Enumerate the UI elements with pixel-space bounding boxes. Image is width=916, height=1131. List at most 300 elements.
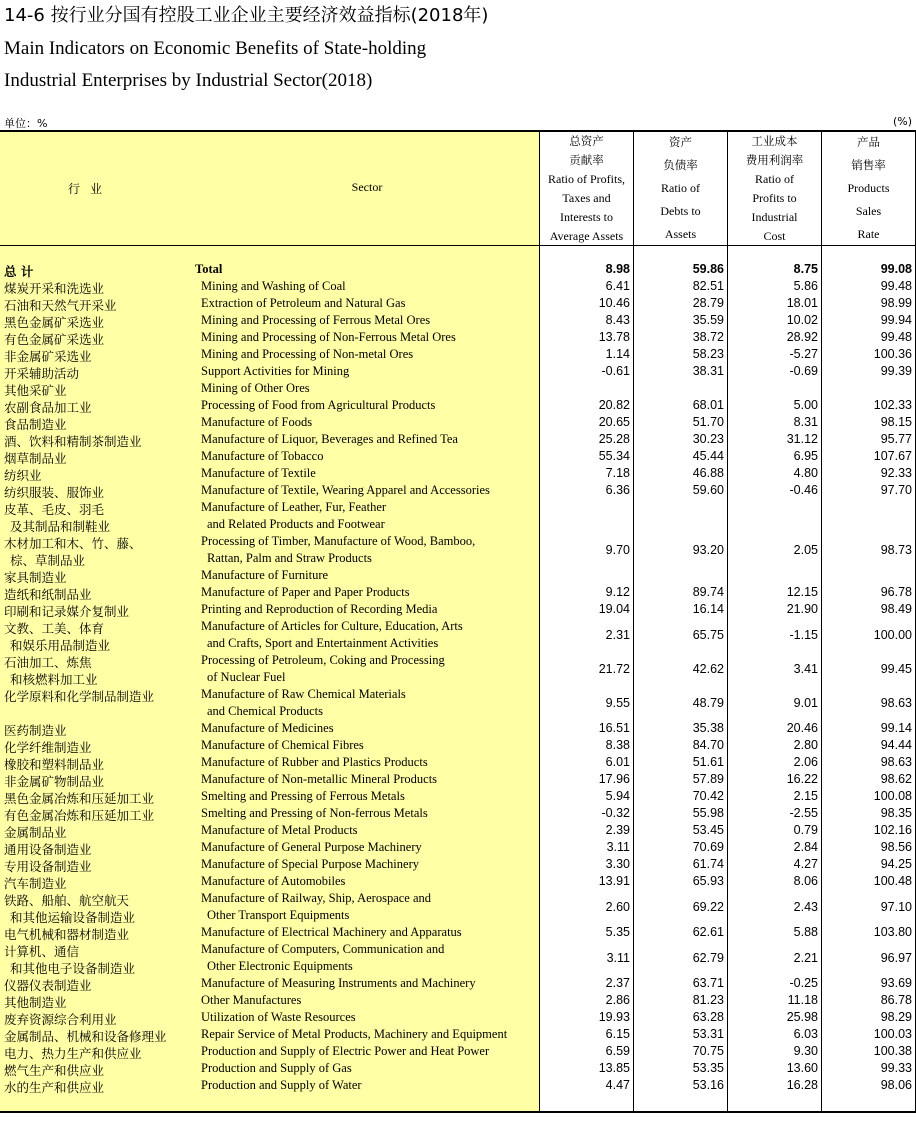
industry-cn: 通用设备制造业: [4, 842, 92, 857]
value-cell: 4.27: [793, 857, 818, 871]
header-line: 产品: [857, 135, 880, 150]
value-cell: 5.00: [793, 398, 818, 412]
sector-en: Mining and Washing of Coal: [201, 279, 346, 293]
value-cell: 19.04: [598, 602, 630, 616]
value-cell: 10.02: [786, 313, 818, 327]
value-cell: 35.38: [692, 721, 724, 735]
sector-en: Manufacture of Tobacco: [201, 449, 324, 463]
value-cell: 3.11: [606, 950, 630, 965]
table-row: [0, 653, 916, 687]
header-line: 资产: [669, 135, 692, 150]
table-row: [0, 840, 916, 857]
sector-en: Production and Supply of Electric Power and Heat Power: [201, 1044, 490, 1058]
header-sector: Sector: [351, 180, 383, 194]
value-cell: 62.79: [692, 950, 724, 965]
industry-cn: 和核燃料加工业: [10, 672, 98, 687]
industry-cn: 燃气生产和供应业: [4, 1063, 105, 1078]
industry-cn: 酒、饮料和精制茶制造业: [4, 434, 142, 449]
table-row: [0, 330, 916, 347]
value-cell: 3.41: [793, 661, 818, 676]
value-cell: 96.78: [880, 585, 912, 599]
table-row: [0, 313, 916, 330]
table-row: [0, 755, 916, 772]
value-cell: 20.82: [598, 398, 630, 412]
value-cell: 99.39: [880, 364, 912, 378]
sector-en: and Related Products and Footwear: [207, 517, 385, 531]
table-row: [0, 415, 916, 432]
value-cell: 28.79: [692, 296, 724, 310]
value-cell: 68.01: [692, 398, 724, 412]
header-line: Ratio of Profits,: [548, 171, 625, 186]
value-cell: 6.03: [793, 1027, 818, 1041]
industry-cn: 黑色金属矿采选业: [4, 315, 105, 330]
value-cell: 5.86: [793, 279, 818, 293]
value-cell: 94.44: [880, 738, 912, 752]
value-cell: 4.47: [605, 1078, 630, 1092]
value-cell: 98.73: [880, 542, 912, 557]
value-cell: 107.67: [873, 449, 912, 463]
industry-cn: 金属制品业: [4, 825, 67, 840]
sector-en: Support Activities for Mining: [201, 364, 350, 378]
industry-cn: 家具制造业: [4, 570, 67, 585]
value-cell: 98.62: [880, 772, 912, 786]
industry-cn: 铁路、船舶、航空航天: [4, 893, 130, 908]
table-row: [0, 993, 916, 1010]
value-cell: 51.61: [692, 755, 724, 769]
sector-en: Manufacture of Furniture: [201, 568, 329, 582]
table-row: [0, 534, 916, 568]
sector-en: Utilization of Waste Resources: [201, 1010, 356, 1024]
value-cell: 2.06: [793, 755, 818, 769]
industry-cn: 计算机、通信: [4, 944, 80, 959]
table-row: [0, 789, 916, 806]
value-cell: 11.18: [787, 993, 818, 1007]
value-cell: 70.75: [692, 1044, 724, 1058]
unit-label-right: (%): [892, 115, 912, 128]
value-cell: 6.01: [605, 755, 630, 769]
value-cell: 98.63: [880, 695, 912, 710]
sector-en: Manufacture of Metal Products: [201, 823, 358, 837]
sector-en: Manufacture of Automobiles: [201, 874, 346, 888]
value-cell: 89.74: [692, 585, 724, 599]
value-cell: 99.08: [880, 262, 912, 276]
header-line: 总资产: [569, 133, 604, 148]
industry-cn: 印刷和记录媒介复制业: [4, 604, 130, 619]
value-cell: 13.60: [786, 1061, 818, 1075]
value-cell: 2.15: [793, 789, 818, 803]
sector-en: Manufacture of Articles for Culture, Education, Arts: [201, 619, 463, 633]
value-cell: -0.46: [789, 483, 818, 497]
table-row: [0, 772, 916, 789]
value-cell: 98.63: [880, 755, 912, 769]
value-cell: 99.48: [880, 279, 912, 293]
sector-en: Manufacture of General Purpose Machinery: [201, 840, 422, 854]
industry-cn: 纺织业: [4, 468, 42, 483]
table-row: [0, 381, 916, 398]
value-cell: 6.15: [605, 1027, 630, 1041]
value-cell: 100.00: [873, 627, 912, 642]
table-row: [0, 602, 916, 619]
header-line: 销售率: [851, 158, 886, 173]
value-cell: 2.05: [793, 542, 818, 557]
header-line: Taxes and: [562, 190, 611, 205]
industry-cn: 皮革、毛皮、羽毛: [4, 502, 105, 517]
value-cell: 9.30: [793, 1044, 818, 1058]
value-cell: 2.21: [793, 950, 818, 965]
sector-en: Processing of Petroleum, Coking and Processing: [201, 653, 445, 667]
sector-en: Mining of Other Ores: [201, 381, 310, 395]
value-cell: 6.41: [605, 279, 630, 293]
sector-en: Processing of Food from Agricultural Products: [201, 398, 436, 412]
sector-en: Smelting and Pressing of Ferrous Metals: [201, 789, 405, 803]
value-cell: 58.23: [692, 347, 724, 361]
industry-cn: 废弃资源综合利用业: [4, 1012, 117, 1027]
value-cell: 3.11: [606, 840, 630, 854]
value-cell: 70.69: [692, 840, 724, 854]
industry-cn: 石油和天然气开采业: [4, 298, 117, 313]
value-cell: 100.08: [873, 789, 912, 803]
value-cell: 86.78: [880, 993, 912, 1007]
value-cell: 2.31: [605, 627, 630, 642]
industry-cn: 和其他运输设备制造业: [10, 910, 136, 925]
value-cell: 8.98: [605, 262, 630, 276]
industry-cn: 石油加工、炼焦: [4, 655, 92, 670]
value-cell: -2.55: [789, 806, 818, 820]
value-cell: 21.90: [786, 602, 818, 616]
value-cell: 31.12: [786, 432, 818, 446]
value-cell: 100.03: [873, 1027, 912, 1041]
industry-cn: 医药制造业: [4, 723, 67, 738]
header-bottom-rule: [0, 245, 916, 246]
table-row: [0, 1044, 916, 1061]
value-cell: 8.31: [793, 415, 818, 429]
value-cell: 35.59: [692, 313, 724, 327]
value-cell: 98.29: [880, 1010, 912, 1024]
industry-cn: 化学原料和化学制品制造业: [4, 689, 155, 704]
value-cell: 28.92: [786, 330, 818, 344]
table-row: [0, 279, 916, 296]
value-cell: 4.80: [793, 466, 818, 480]
value-cell: 99.33: [880, 1061, 912, 1075]
value-cell: 0.79: [793, 823, 818, 837]
sector-en: Manufacture of Leather, Fur, Feather: [201, 500, 387, 514]
industry-cn: 电气机械和器材制造业: [4, 927, 130, 942]
sector-en: Rattan, Palm and Straw Products: [207, 551, 372, 565]
table-row: [0, 500, 916, 534]
sector-en: Mining and Processing of Ferrous Metal Ores: [201, 313, 431, 327]
sector-en: and Chemical Products: [207, 704, 323, 718]
value-cell: 42.62: [692, 661, 724, 676]
table-row: [0, 721, 916, 738]
value-cell: 2.39: [605, 823, 630, 837]
value-cell: 59.60: [692, 483, 724, 497]
table-row: [0, 687, 916, 721]
value-cell: 13.78: [598, 330, 630, 344]
sector-en: Extraction of Petroleum and Natural Gas: [201, 296, 406, 310]
value-cell: 8.43: [605, 313, 630, 327]
table-row: [0, 483, 916, 500]
header-line: 负债率: [663, 158, 698, 173]
value-cell: 53.45: [692, 823, 724, 837]
value-cell: 82.51: [692, 279, 724, 293]
value-cell: 2.60: [605, 899, 630, 914]
value-cell: 6.95: [793, 449, 818, 463]
value-cell: 70.42: [692, 789, 724, 803]
sector-en: Smelting and Pressing of Non-ferrous Metals: [201, 806, 428, 820]
value-cell: 9.01: [793, 695, 818, 710]
sector-en: Manufacture of Foods: [201, 415, 313, 429]
header-line: Profits to: [752, 190, 797, 205]
value-cell: 69.22: [692, 899, 724, 914]
value-cell: 53.16: [692, 1078, 724, 1092]
header-line: Debts to: [660, 203, 701, 218]
industry-cn: 煤炭开采和洗选业: [4, 281, 105, 296]
value-cell: 102.16: [873, 823, 912, 837]
value-cell: 48.79: [692, 695, 724, 710]
value-cell: 59.86: [692, 262, 724, 276]
value-cell: 38.72: [692, 330, 724, 344]
header-line: Products: [847, 180, 890, 195]
value-cell: 6.36: [605, 483, 630, 497]
value-cell: 94.25: [880, 857, 912, 871]
sector-en: Manufacture of Special Purpose Machinery: [201, 857, 419, 871]
value-cell: 38.31: [692, 364, 724, 378]
value-cell: 6.59: [605, 1044, 630, 1058]
table-row: [0, 1061, 916, 1078]
value-cell: 2.84: [793, 840, 818, 854]
header-line: Interests to: [560, 209, 613, 224]
page-title-en-line1: Main Indicators on Economic Benefits of State-holding: [4, 38, 427, 59]
value-cell: 2.37: [605, 976, 630, 990]
value-cell: 92.33: [880, 466, 912, 480]
industry-cn: 水的生产和供应业: [4, 1080, 105, 1095]
value-cell: 81.23: [692, 993, 724, 1007]
value-cell: 18.01: [786, 296, 818, 310]
value-cell: 103.80: [873, 925, 912, 939]
sector-en: Other Manufactures: [201, 993, 302, 1007]
value-cell: 19.93: [598, 1010, 630, 1024]
value-cell: 13.91: [598, 874, 630, 888]
value-cell: 20.46: [786, 721, 818, 735]
sector-en: Other Electronic Equipments: [207, 959, 353, 973]
sector-en: of Nuclear Fuel: [207, 670, 286, 684]
value-cell: -0.69: [789, 364, 818, 378]
value-cell: 53.35: [692, 1061, 724, 1075]
value-cell: 98.06: [880, 1078, 912, 1092]
value-cell: 65.75: [692, 627, 724, 642]
industry-cn: 专用设备制造业: [4, 859, 92, 874]
value-cell: 53.31: [692, 1027, 724, 1041]
value-cell: 99.94: [880, 313, 912, 327]
table-row: [0, 585, 916, 602]
page-title-en-line2: Industrial Enterprises by Industrial Sector(2018): [4, 70, 373, 91]
value-cell: 12.15: [786, 585, 818, 599]
value-cell: 5.88: [793, 925, 818, 939]
header-debt-ratio: [634, 131, 727, 245]
sector-en: Manufacture of Medicines: [201, 721, 334, 735]
industry-cn: 有色金属冶炼和压延加工业: [4, 808, 155, 823]
value-cell: -1.15: [789, 627, 818, 642]
industry-cn: 电力、热力生产和供应业: [4, 1046, 142, 1061]
value-cell: 55.98: [692, 806, 724, 820]
value-cell: -0.25: [789, 976, 818, 990]
industry-cn: 其他制造业: [4, 995, 67, 1010]
industry-cn: 农副食品加工业: [4, 400, 92, 415]
value-cell: 55.34: [598, 449, 630, 463]
industry-cn: 木材加工和木、竹、藤、: [4, 536, 142, 551]
value-cell: 25.98: [786, 1010, 818, 1024]
table-row: [0, 364, 916, 381]
table-row: [0, 449, 916, 466]
header-assets-contribution: [540, 131, 633, 245]
table-row: [0, 1078, 916, 1095]
sector-en: Manufacture of Raw Chemical Materials: [201, 687, 406, 701]
value-cell: 62.61: [692, 925, 724, 939]
industry-cn: 食品制造业: [4, 417, 67, 432]
header-line: 工业成本: [751, 133, 798, 148]
header-line: Cost: [763, 228, 786, 243]
value-cell: 98.56: [880, 840, 912, 854]
value-cell: 16.22: [786, 772, 818, 786]
value-cell: 13.85: [598, 1061, 630, 1075]
value-cell: 10.46: [598, 296, 630, 310]
value-cell: 61.74: [692, 857, 724, 871]
header-line: 费用利润率: [745, 152, 804, 167]
value-cell: 98.49: [880, 602, 912, 616]
value-cell: 2.80: [793, 738, 818, 752]
industry-cn: 总 计: [4, 264, 34, 279]
sector-en: Manufacture of Textile, Wearing Apparel and Accessories: [201, 483, 490, 497]
sector-en: Mining and Processing of Non-Ferrous Metal Ores: [201, 330, 456, 344]
value-cell: 21.72: [598, 661, 630, 676]
value-cell: 8.38: [605, 738, 630, 752]
value-cell: 63.28: [692, 1010, 724, 1024]
value-cell: 45.44: [692, 449, 724, 463]
value-cell: -0.32: [601, 806, 630, 820]
value-cell: 96.97: [880, 950, 912, 965]
header-line: Industrial: [751, 209, 798, 224]
sector-en: Printing and Reproduction of Recording Media: [201, 602, 438, 616]
sector-en: Repair Service of Metal Products, Machinery and Equipment: [201, 1027, 508, 1041]
table-row: [0, 347, 916, 364]
header-line: 贡献率: [569, 152, 604, 167]
sector-en: and Crafts, Sport and Entertainment Activities: [207, 636, 439, 650]
value-cell: 9.70: [605, 542, 630, 557]
value-cell: 17.96: [598, 772, 630, 786]
value-cell: 63.71: [692, 976, 724, 990]
table-row: [0, 857, 916, 874]
value-cell: 102.33: [873, 398, 912, 412]
table-row: [0, 925, 916, 942]
industry-cn: 棕、草制品业: [10, 553, 86, 568]
sector-en: Other Transport Equipments: [207, 908, 350, 922]
sector-en: Manufacture of Railway, Ship, Aerospace and: [201, 891, 432, 905]
table-bottom-rule: [0, 1111, 916, 1113]
table-row: [0, 738, 916, 755]
industry-cn: 和其他电子设备制造业: [10, 961, 136, 976]
value-cell: 98.15: [880, 415, 912, 429]
table-row: [0, 1027, 916, 1044]
sector-en: Manufacture of Chemical Fibres: [201, 738, 364, 752]
value-cell: 16.28: [786, 1078, 818, 1092]
value-cell: 97.10: [880, 899, 912, 914]
value-cell: 51.70: [692, 415, 724, 429]
value-cell: 5.35: [605, 925, 630, 939]
page-title-cn: 14-6 按行业分国有控股工业企业主要经济效益指标(2018年): [4, 5, 489, 26]
value-cell: 8.75: [793, 262, 818, 276]
value-cell: 25.28: [598, 432, 630, 446]
sector-en: Manufacture of Computers, Communication and: [201, 942, 445, 956]
value-cell: 7.18: [605, 466, 630, 480]
data-table: [0, 262, 916, 1095]
unit-label: 单位：%: [4, 117, 48, 130]
value-cell: 99.14: [880, 721, 912, 735]
value-cell: 16.14: [692, 602, 724, 616]
value-cell: 95.77: [880, 432, 912, 446]
sector-en: Production and Supply of Water: [201, 1078, 362, 1092]
value-cell: 84.70: [692, 738, 724, 752]
value-cell: 16.51: [598, 721, 630, 735]
total-row: [0, 262, 916, 279]
sector-en: Production and Supply of Gas: [201, 1061, 352, 1075]
table-row: [0, 874, 916, 891]
header-industry-cn: 行业: [67, 182, 112, 196]
industry-cn: 有色金属矿采选业: [4, 332, 105, 347]
value-cell: 30.23: [692, 432, 724, 446]
sector-en: Total: [195, 262, 223, 276]
header-line: Ratio of: [661, 180, 700, 195]
value-cell: 20.65: [598, 415, 630, 429]
industry-cn: 纺织服装、服饰业: [4, 485, 105, 500]
sector-en: Manufacture of Liquor, Beverages and Refined Tea: [201, 432, 458, 446]
value-cell: 2.43: [793, 899, 818, 914]
industry-cn: 和娱乐用品制造业: [10, 638, 111, 653]
table-row: [0, 806, 916, 823]
industry-cn: 文教、工美、体育: [4, 621, 105, 636]
table-row: [0, 296, 916, 313]
industry-cn: 造纸和纸制品业: [4, 587, 92, 602]
header-line: Assets: [664, 226, 697, 241]
header-line: Sales: [855, 203, 882, 218]
industry-cn: 汽车制造业: [4, 876, 67, 891]
value-cell: 2.86: [605, 993, 630, 1007]
industry-cn: 化学纤维制造业: [4, 740, 92, 755]
table-row: [0, 398, 916, 415]
value-cell: 8.06: [793, 874, 818, 888]
value-cell: 98.35: [880, 806, 912, 820]
value-cell: 57.89: [692, 772, 724, 786]
industry-cn: 烟草制品业: [4, 451, 67, 466]
value-cell: 93.20: [692, 542, 724, 557]
industry-cn: 其他采矿业: [4, 383, 67, 398]
sector-en: Processing of Timber, Manufacture of Wood, Bamboo,: [201, 534, 476, 548]
table-row: [0, 823, 916, 840]
table-row: [0, 619, 916, 653]
header-cost-profit-ratio: [728, 131, 821, 245]
value-cell: 99.45: [880, 661, 912, 676]
header-line: Average Assets: [549, 228, 624, 243]
header-line: Ratio of: [755, 171, 794, 186]
value-cell: 65.93: [692, 874, 724, 888]
value-cell: 100.38: [873, 1044, 912, 1058]
value-cell: -0.61: [601, 364, 630, 378]
industry-cn: 金属制品、机械和设备修理业: [4, 1029, 167, 1044]
table-row: [0, 1010, 916, 1027]
table-row: [0, 432, 916, 449]
industry-cn: 黑色金属冶炼和压延加工业: [4, 791, 155, 806]
value-cell: 46.88: [692, 466, 724, 480]
table-row: [0, 942, 916, 976]
